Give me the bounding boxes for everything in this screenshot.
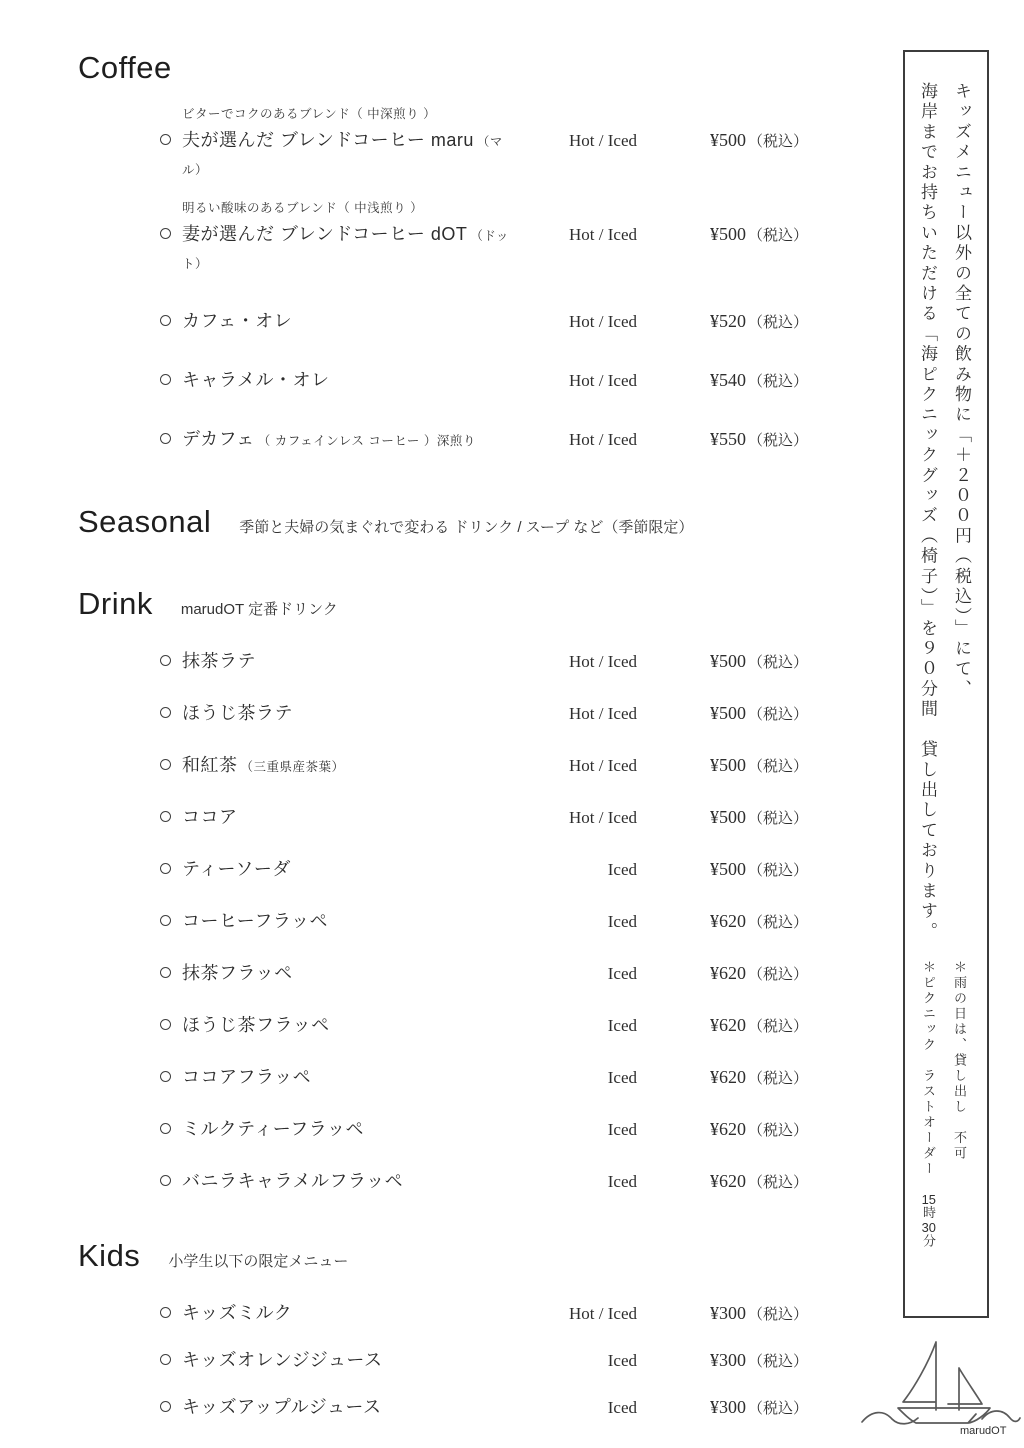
rental-info-line-2: 海岸までお持ちいただける「海ピクニックグッズ（椅子）」を９０分間 貸し出しております。	[918, 82, 937, 943]
section-kids	[78, 1238, 860, 1422]
item-lead	[78, 702, 182, 728]
price-amount: ¥540	[710, 370, 746, 390]
item-lead	[78, 1118, 182, 1144]
price-amount: ¥500	[710, 755, 746, 775]
item-temperature: Iced	[607, 1351, 637, 1370]
item-note: 明るい酸味のあるブレンド（ 中浅煎り ）	[182, 201, 424, 215]
item-temperature: Iced	[607, 964, 637, 983]
price-amount: ¥620	[710, 1015, 746, 1035]
price-tax-label: （税込）	[748, 1307, 809, 1323]
price-amount: ¥300	[710, 1303, 746, 1323]
item-price	[710, 908, 860, 936]
item-lead	[78, 428, 182, 454]
item-lead	[78, 754, 182, 780]
item-lead	[78, 1066, 182, 1092]
menu-item-row	[78, 1394, 860, 1422]
section-subtitle: 小学生以下の限定メニュー	[168, 1253, 349, 1270]
item-price	[710, 367, 860, 395]
item-temperature: Hot / Iced	[569, 225, 637, 244]
note-last-order-text: ＊ピクニック ラストオーダー	[921, 960, 936, 1193]
item-price	[710, 960, 860, 988]
section-items	[78, 1300, 860, 1422]
price-tax-label: （税込）	[748, 759, 809, 775]
item-price	[710, 648, 860, 676]
section-title-seasonal: Seasonal	[78, 504, 212, 539]
bullet-circle-icon	[160, 655, 171, 666]
section-header	[78, 504, 860, 540]
item-note: ビターでコクのあるブレンド（ 中深煎り ）	[182, 107, 437, 121]
item-lead	[78, 223, 182, 249]
item-name: 夫が選んだ ブレンドコーヒー maru （マル）	[182, 130, 503, 177]
item-temperature: Iced	[607, 912, 637, 931]
menu-item-row	[78, 308, 860, 336]
item-temperature: Hot / Iced	[569, 371, 637, 390]
price-amount: ¥500	[710, 807, 746, 827]
item-lead	[78, 858, 182, 884]
price-amount: ¥620	[710, 1067, 746, 1087]
rental-info-text	[910, 82, 978, 1012]
menu-item-row	[78, 700, 860, 728]
marudot-logo	[858, 1330, 1022, 1442]
bullet-circle-icon	[160, 374, 171, 385]
bullet-circle-icon	[160, 1307, 171, 1318]
rental-info-panel	[903, 50, 989, 1318]
item-lead	[78, 129, 182, 155]
item-price	[710, 308, 860, 336]
price-tax-label: （税込）	[748, 228, 809, 244]
logo-wordmark: marudOT	[960, 1425, 1007, 1437]
bullet-circle-icon	[160, 811, 171, 822]
item-name: ココア	[182, 807, 238, 827]
item-temperature: Hot / Iced	[569, 808, 637, 827]
item-lead	[78, 1014, 182, 1040]
item-name: 抹茶ラテ	[182, 651, 256, 671]
section-header	[78, 586, 860, 622]
menu-item-row	[78, 1116, 860, 1144]
item-name: ココアフラッペ	[182, 1067, 312, 1087]
menu-item-row	[78, 1300, 860, 1328]
item-name: バニラキャラメルフラッペ	[182, 1171, 404, 1191]
item-name: 妻が選んだ ブレンドコーヒー dOT （ドット）	[182, 224, 509, 271]
item-temperature: Hot / Iced	[569, 652, 637, 671]
item-lead	[78, 650, 182, 676]
item-temperature: Iced	[607, 860, 637, 879]
item-lead	[78, 1302, 182, 1328]
item-temperature: Iced	[607, 1172, 637, 1191]
item-price	[710, 1116, 860, 1144]
menu-item-row	[78, 960, 860, 988]
item-name-note: （ カフェインレス コーヒー ）深煎り	[257, 434, 476, 448]
menu-item-row	[78, 856, 860, 884]
item-name-note: （ドット）	[182, 229, 509, 271]
item-temperature: Iced	[607, 1068, 637, 1087]
item-price	[710, 426, 860, 454]
menu-item-row	[78, 221, 860, 277]
section-header	[78, 50, 860, 86]
item-temperature: Hot / Iced	[569, 312, 637, 331]
price-amount: ¥500	[710, 224, 746, 244]
item-temperature: Hot / Iced	[569, 131, 637, 150]
bullet-circle-icon	[160, 1071, 171, 1082]
menu-item-row	[78, 1347, 860, 1375]
bullet-circle-icon	[160, 134, 171, 145]
item-lead	[78, 806, 182, 832]
bullet-circle-icon	[160, 707, 171, 718]
menu-item-row	[78, 648, 860, 676]
bullet-circle-icon	[160, 1401, 171, 1412]
price-tax-label: （税込）	[748, 1354, 809, 1370]
price-tax-label: （税込）	[748, 374, 809, 390]
price-tax-label: （税込）	[748, 811, 809, 827]
bullet-circle-icon	[160, 759, 171, 770]
price-tax-label: （税込）	[748, 1175, 809, 1191]
item-temperature: Hot / Iced	[569, 1304, 637, 1323]
price-tax-label: （税込）	[748, 863, 809, 879]
section-items	[78, 106, 860, 454]
bullet-circle-icon	[160, 1123, 171, 1134]
menu-item-row	[78, 426, 860, 454]
item-lead	[78, 962, 182, 988]
price-tax-label: （税込）	[748, 915, 809, 931]
rental-info-notes	[913, 960, 975, 1308]
sailboat-icon	[858, 1330, 1022, 1442]
note-last-order-hour: 15	[921, 1192, 936, 1206]
price-tax-label: （税込）	[748, 134, 809, 150]
item-price	[710, 221, 860, 249]
item-lead	[78, 369, 182, 395]
price-amount: ¥500	[710, 130, 746, 150]
section-seasonal	[78, 504, 860, 540]
section-title-drink: Drink	[78, 586, 153, 621]
item-name: デカフェ （ カフェインレス コーヒー ）深煎り	[182, 429, 476, 449]
price-tax-label: （税込）	[748, 1071, 809, 1087]
item-lead	[78, 1349, 182, 1375]
price-tax-label: （税込）	[748, 1019, 809, 1035]
item-temperature: Iced	[607, 1120, 637, 1139]
item-price	[710, 856, 860, 884]
bullet-circle-icon	[160, 433, 171, 444]
item-lead	[78, 910, 182, 936]
item-price	[710, 1394, 860, 1422]
price-amount: ¥550	[710, 429, 746, 449]
price-tax-label: （税込）	[748, 433, 809, 449]
bullet-circle-icon	[160, 1175, 171, 1186]
section-drink	[78, 586, 860, 1196]
item-temperature: Iced	[607, 1398, 637, 1417]
item-price	[710, 1012, 860, 1040]
note-last-order-minute: 30	[921, 1221, 936, 1234]
item-name: キャラメル・オレ	[182, 370, 330, 390]
price-tax-label: （税込）	[748, 707, 809, 723]
item-temperature: Hot / Iced	[569, 756, 637, 775]
price-amount: ¥500	[710, 703, 746, 723]
item-name: 和紅茶 （三重県産茶葉）	[182, 755, 345, 775]
item-name: キッズオレンジジュース	[182, 1350, 383, 1370]
item-price	[710, 127, 860, 155]
item-price	[710, 700, 860, 728]
item-name: 抹茶フラッペ	[182, 963, 293, 983]
item-name: ミルクティーフラッペ	[182, 1119, 364, 1139]
bullet-circle-icon	[160, 967, 171, 978]
item-price	[710, 752, 860, 780]
menu-item-row	[78, 1064, 860, 1092]
menu-item-row	[78, 752, 860, 780]
bullet-circle-icon	[160, 315, 171, 326]
item-name: ティーソーダ	[182, 859, 291, 879]
menu-content	[78, 50, 860, 1422]
item-price	[710, 1347, 860, 1375]
item-name: コーヒーフラッペ	[182, 911, 329, 931]
price-tax-label: （税込）	[748, 655, 809, 671]
price-tax-label: （税込）	[748, 967, 809, 983]
price-tax-label: （税込）	[748, 1401, 809, 1417]
item-name: カフェ・オレ	[182, 311, 293, 331]
note-last-order-minute-unit: 分	[921, 1234, 936, 1250]
item-lead	[78, 310, 182, 336]
price-amount: ¥620	[710, 1119, 746, 1139]
section-header	[78, 1238, 860, 1274]
price-amount: ¥300	[710, 1397, 746, 1417]
item-temperature: Hot / Iced	[569, 704, 637, 723]
item-name-note: （マル）	[182, 135, 503, 177]
item-name: キッズアップルジュース	[182, 1397, 382, 1417]
menu-item-row	[78, 908, 860, 936]
item-price	[710, 1168, 860, 1196]
menu-item-row	[78, 127, 860, 183]
price-amount: ¥500	[710, 859, 746, 879]
item-lead	[78, 1170, 182, 1196]
item-price	[710, 804, 860, 832]
item-price	[710, 1300, 860, 1328]
bullet-circle-icon	[160, 1019, 171, 1030]
item-name: ほうじ茶ラテ	[182, 703, 293, 723]
price-amount: ¥520	[710, 311, 746, 331]
price-amount: ¥500	[710, 651, 746, 671]
item-name: キッズミルク	[182, 1303, 293, 1323]
menu-item-row	[78, 1012, 860, 1040]
item-name: ほうじ茶フラッペ	[182, 1015, 330, 1035]
note-last-order-hour-unit: 時	[921, 1205, 936, 1221]
item-price	[710, 1064, 860, 1092]
note-rainy-day: ＊雨の日は、貸し出し 不可	[952, 960, 967, 1162]
item-name-note: （三重県産茶葉）	[240, 760, 345, 774]
price-tax-label: （税込）	[748, 315, 809, 331]
price-amount: ¥620	[710, 1171, 746, 1191]
bullet-circle-icon	[160, 1354, 171, 1365]
price-amount: ¥300	[710, 1350, 746, 1370]
section-subtitle: 季節と夫婦の気まぐれで変わる ドリンク / スープ など（季節限定）	[239, 519, 694, 536]
item-temperature: Hot / Iced	[569, 430, 637, 449]
item-temperature: Iced	[607, 1016, 637, 1035]
section-subtitle: marudOT 定番ドリンク	[180, 601, 338, 618]
section-title-kids: Kids	[78, 1238, 141, 1273]
section-title-coffee: Coffee	[78, 50, 172, 85]
item-lead	[78, 1396, 182, 1422]
menu-item-row	[78, 1168, 860, 1196]
menu-item-row	[78, 367, 860, 395]
price-tax-label: （税込）	[748, 1123, 809, 1139]
section-items	[78, 648, 860, 1196]
bullet-circle-icon	[160, 863, 171, 874]
bullet-circle-icon	[160, 228, 171, 239]
menu-item-row	[78, 804, 860, 832]
price-amount: ¥620	[710, 963, 746, 983]
section-coffee	[78, 50, 860, 454]
price-amount: ¥620	[710, 911, 746, 931]
bullet-circle-icon	[160, 915, 171, 926]
note-last-order	[913, 960, 944, 1308]
rental-info-line-1: キッズメニュー以外の全ての飲み物に「＋２００円（税込）」にて、	[952, 82, 971, 700]
